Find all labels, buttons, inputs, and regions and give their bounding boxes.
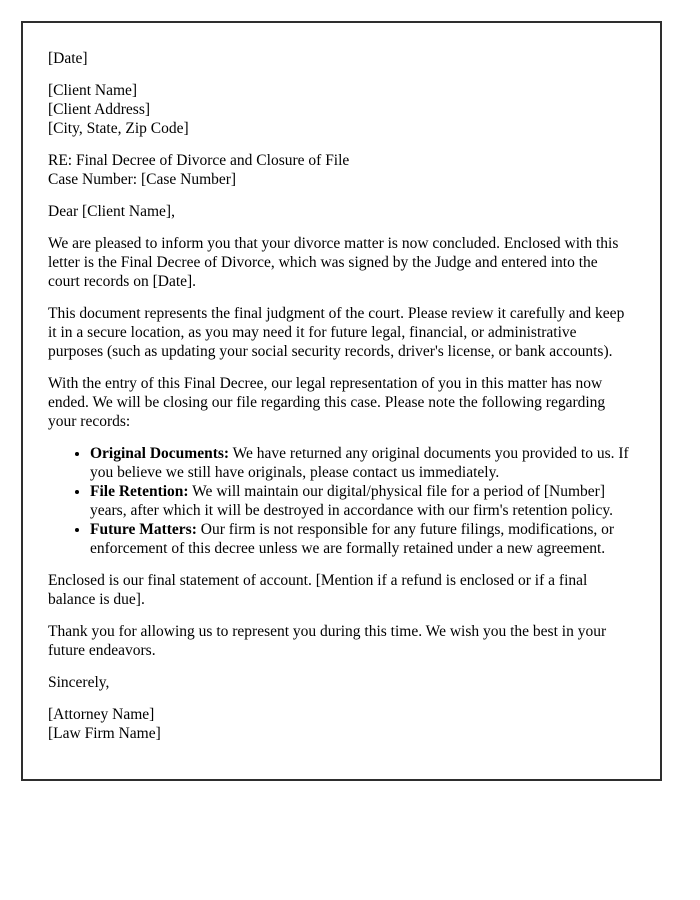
law-firm-name-line: [Law Firm Name] [48, 725, 161, 742]
subject-block [48, 151, 632, 189]
file-retention-label: File Retention: [90, 483, 189, 500]
paragraph-representation-ended: With the entry of this Final Decree, our legal representation of you in this matter has now ended. We will be closing our file regarding this case. Please note the following regarding your records: [48, 375, 606, 430]
recipient-block [48, 81, 632, 138]
future-matters-text: Our firm is not responsible for any future filings, modifications, or enforcement of this decree unless we are formally retained under a new agreement. [90, 521, 615, 557]
paragraph-thank-you: Thank you for allowing us to represent you during this time. We wish you the best in your future endeavors. [48, 623, 607, 659]
list-item-future-matters [90, 520, 632, 558]
re-subject-line: RE: Final Decree of Divorce and Closure of File [48, 152, 350, 169]
future-matters-label: Future Matters: [90, 521, 197, 538]
date-line: [Date] [48, 50, 88, 67]
paragraph-final-judgment: This document represents the final judgment of the court. Please review it carefully and keep it in a secure location, as you may need it for future legal, financial, or administrative purposes (such as updating your social security records, driver's license, or bank accounts). [48, 305, 625, 360]
list-item-file-retention [90, 482, 632, 520]
file-retention-text: We will maintain our digital/physical file for a period of [Number] years, after which it will be destroyed in accordance with our firm's retention policy. [90, 483, 614, 519]
letter-border-frame [21, 21, 662, 781]
paragraph-divorce-concluded: We are pleased to inform you that your divorce matter is now concluded. Enclosed with this letter is the Final Decree of Divorce, which was signed by the Judge and entered into the court records on [Date]. [48, 235, 619, 290]
salutation-line: Dear [Client Name], [48, 203, 175, 220]
signoff-line: Sincerely, [48, 674, 110, 691]
recipient-address-line: [Client Address] [48, 101, 151, 118]
original-documents-text: We have returned any original documents you provided to us. If you believe we still have originals, please contact us immediately. [90, 445, 629, 481]
paragraph-final-statement: Enclosed is our final statement of account. [Mention if a refund is enclosed or if a final balance is due]. [48, 572, 588, 608]
list-item-original-documents [90, 444, 632, 482]
recipient-name-line: [Client Name] [48, 82, 138, 99]
case-number-line: Case Number: [Case Number] [48, 171, 237, 188]
signature-block [48, 705, 632, 743]
attorney-name-line: [Attorney Name] [48, 706, 155, 723]
recipient-city-line: [City, State, Zip Code] [48, 120, 189, 137]
original-documents-label: Original Documents: [90, 445, 230, 462]
records-list [48, 444, 632, 558]
